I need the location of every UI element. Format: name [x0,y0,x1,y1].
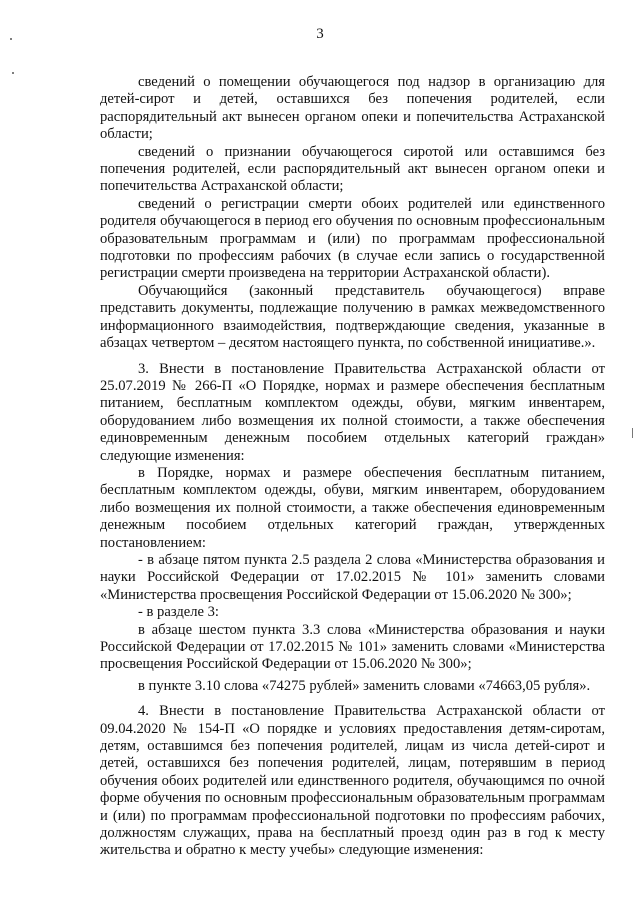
paragraph-section-3-10-amendment: в пункте 3.10 слова «74275 рублей» заменить словами «74663,05 рубля». [138,677,591,694]
paragraph-procedure-amendments: в Порядке, нормах и размере обеспечения бесплатным питанием, бесплатным комплектом одежды, обуви, мягким инвентарем, оборудованием либо возмещения их полной стоимости, а также обеспечения единовременным денежным пособием отдельных категорий граждан, утвержденных постановлением: [100,464,605,551]
paragraph-documents-right: Обучающийся (законный представитель обучающегося) вправе представить документы, подлежащие получению в рамках межведомственного информационного взаимодействия, подтверждающие сведения, указанные в абзацах четвертом – десятом настоящего пункта, по собственной инициативе.». [100,282,605,352]
scan-speck-left [12,72,14,74]
paragraph-section-2-amendment: - в абзаце пятом пункта 2.5 раздела 2 слова «Министерства образования и науки Российской Федерации от 17.02.2015 № 101» заменить словами «Министерства просвещения Российской Федерации от 15.06.2020 № 300»; [100,551,605,603]
paragraph-placement-info: сведений о помещении обучающегося под надзор в организацию для детей-сирот и детей, оставшихся без попечения родителей, если распорядительный акт вынесен органом опеки и попечительства Астраханской области; [100,74,605,143]
paragraph-section-3-3-amendment: в абзаце шестом пункта 3.3 слова «Министерства образования и науки Российской Федерации от 17.02.2015 № 101» заменить словами «Министерства просвещения Российской Федерации от 15.06.2020 № 300»; [100,621,605,673]
paragraph-death-registration-info: сведений о регистрации смерти обоих родителей или единственного родителя обучающегося в период его обучения по основным профессиональным образовательным программам и (или) по программам профессиональной подготовки по профессиям рабочих (в случае если запись о государственной регистрации смерти произведена на территории Астраханской области). [100,195,605,282]
paragraph-item-3: 3. Внести в постановление Правительства Астраханской области от 25.07.2019 № 266-П «О Порядке, нормах и размере обеспечения бесплатным питанием, бесплатным комплектом одежды, обуви, мягким инвентарем, оборудованием либо возмещения их полной стоимости, а также обеспечения единовременным денежным пособием отдельных категорий граждан» следующие изменения: [100,360,605,464]
page-number: 3 [316,26,324,42]
document-body [100,74,605,860]
scan-mark-right [632,428,633,438]
paragraph-section-3-heading: - в разделе 3: [138,604,219,621]
paragraph-orphan-status-info: сведений о признании обучающегося сиротой или оставшимся без попечения родителей, если распорядительный акт вынесен органом опеки и попечительства Астраханской области; [100,143,605,195]
scan-speck-top [10,38,12,40]
paragraph-item-4: 4. Внести в постановление Правительства Астраханской области от 09.04.2020 № 154-П «О порядке и условиях предоставления детям-сиротам, детям, оставшимся без попечения родителей, лицам из числа детей-сирот и детей, оставшихся без попечения родителей, лицам, потерявшим в период обучения обоих родителей или единственного родителя, обучающимся по очной форме обучения по основным профессиональным образовательным программам и (или) по программам профессиональной подготовки по профессиям рабочих, должностям служащих, права на бесплатный проезд один раз в год к месту жительства и обратно к месту учебы» следующие изменения: [100,703,605,859]
